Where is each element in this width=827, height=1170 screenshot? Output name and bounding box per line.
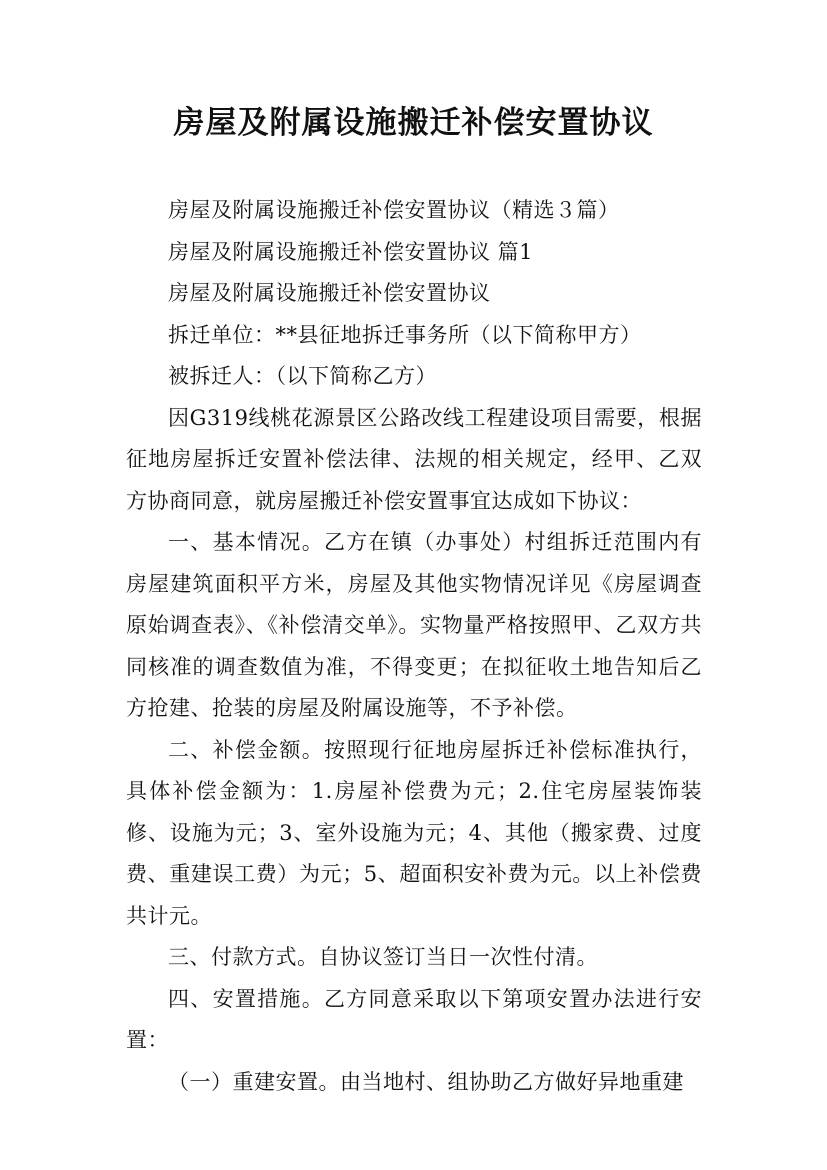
paragraph-agreement-name: 房屋及附属设施搬迁补偿安置协议 [168, 281, 491, 305]
paragraph-payment: 三、付款方式。自协议签订当日一次性付清。 [168, 945, 598, 969]
paragraph-section-heading: 房屋及附属设施搬迁补偿安置协议 篇1 [168, 239, 534, 264]
paragraph-compensation: 二、补偿金额。按照现行征地房屋拆迁补偿标准执行，具体补偿金额为：1.房屋补偿费为元；2.住宅房屋装饰装修、设施为元；3、室外设施为元；4、其他（搬家费、过度费、重建误工费）为元；5、超面积安补费为元。以上补偿费共计元。 [126, 737, 702, 928]
paragraph-basic-info: 一、基本情况。乙方在镇（办事处）村组拆迁范围内有房屋建筑面积平方米，房屋及其他实物情况详见《房屋调查原始调查表》、《补偿清交单》。实物量严格按照甲、乙双方共同核准的调查数值为准，不得变更；在拟征收土地告知后乙方抢建、抢装的房屋及附属设施等，不予补偿。 [126, 530, 702, 720]
paragraph-resettlement: 四、安置措施。乙方同意采取以下第项安置办法进行安置： [126, 986, 702, 1052]
document-title: 房屋及附属设施搬迁补偿安置协议 [173, 105, 654, 141]
paragraph-preamble: 因G319线桃花源景区公路改线工程建设项目需要，根据征地房屋拆迁安置补偿法律、法规的相关规定，经甲、乙双方协商同意，就房屋搬迁补偿安置事宜达成如下协议： [126, 405, 702, 513]
paragraph-party-b: 被拆迁人：（以下简称乙方） [168, 364, 437, 388]
paragraph-subtitle: 房屋及附属设施搬迁补偿安置协议（精选３篇） [168, 198, 620, 222]
paragraph-rebuild: （一）重建安置。由当地村、组协助乙方做好异地重建 [168, 1069, 684, 1094]
document-body [126, 190, 702, 1103]
paragraph-party-a: 拆迁单位：**县征地拆迁事务所（以下简称甲方） [168, 322, 642, 347]
